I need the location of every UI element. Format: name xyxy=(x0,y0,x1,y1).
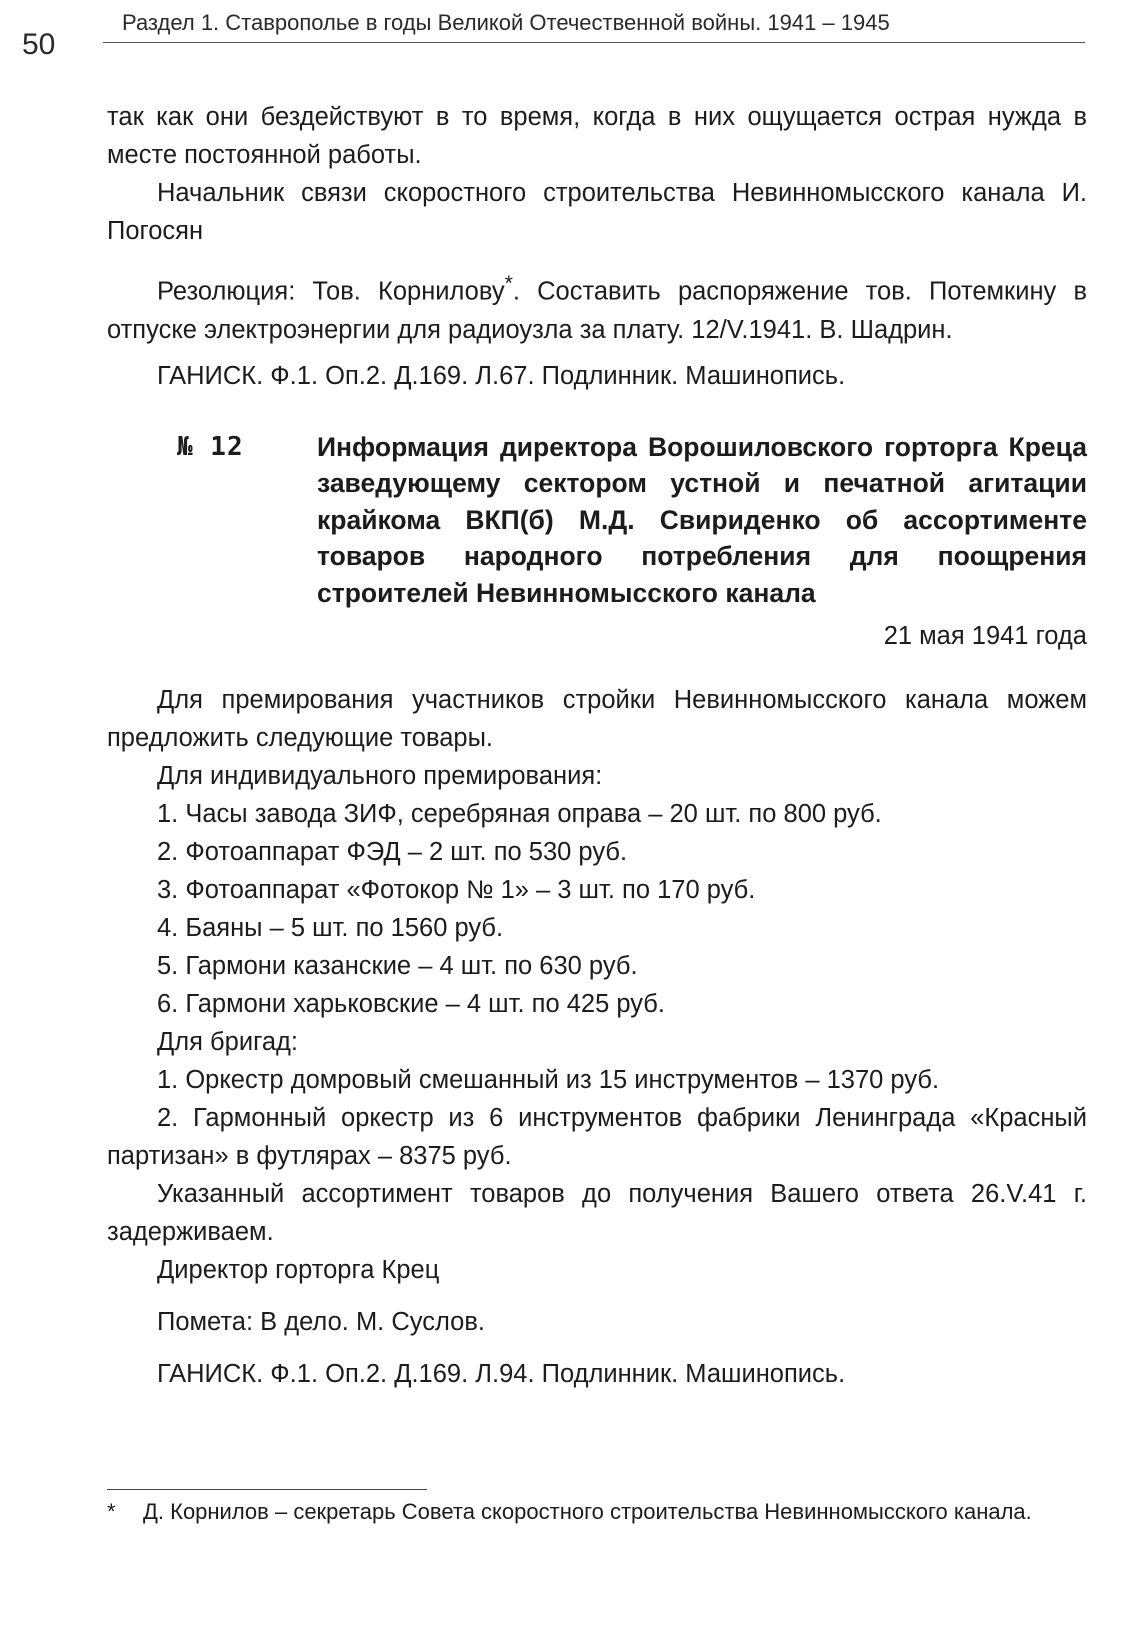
list-item: 6. Гармони харьковские – 4 шт. по 425 руб. xyxy=(157,990,665,1018)
brigade-heading: Для бригад: xyxy=(157,1028,298,1056)
prev-doc-resolution xyxy=(107,264,1087,349)
document-note: Помета: В дело. М. Суслов. xyxy=(157,1308,485,1336)
document-archive-reference: ГАНИСК. Ф.1. Оп.2. Д.169. Л.94. Подлинник. Машинопись. xyxy=(157,1360,846,1388)
running-head: Раздел 1. Ставрополье в годы Великой Отечественной войны. 1941 – 1945 xyxy=(122,10,890,35)
footnote-reference: * xyxy=(504,271,513,295)
document-date: 21 мая 1941 года xyxy=(883,622,1087,650)
list-item: 1. Оркестр домровый смешанный из 15 инструментов – 1370 руб. xyxy=(157,1066,940,1094)
footnote-rule xyxy=(107,1489,427,1490)
document-signature: Директор горторга Крец xyxy=(157,1256,440,1284)
list-item: 4. Баяны – 5 шт. по 1560 руб. xyxy=(157,914,504,942)
footnote xyxy=(107,1496,1087,1527)
hold-paragraph: Указанный ассортимент товаров до получения Вашего ответа 26.V.41 г. задерживаем. xyxy=(107,1180,1087,1246)
individual-heading: Для индивидуального премирования: xyxy=(157,762,603,790)
prev-doc-signature: Начальник связи скоростного строительства Невинномысского канала И. Погосян xyxy=(107,179,1087,245)
list-item: 2. Фотоаппарат ФЭД – 2 шт. по 530 руб. xyxy=(157,838,628,866)
document-title: Информация директора Ворошиловского горторга Креца заведующему сектором устной и печатной агитации крайкома ВКП(б) М.Д. Свириденко об ассортименте товаров народного потребления для поощрения строителей Невинномысского канала xyxy=(317,431,1087,608)
list-item: 3. Фотоаппарат «Фотокор № 1» – 3 шт. по 170 руб. xyxy=(157,876,756,904)
document-heading xyxy=(107,429,1087,612)
resolution-text-start: Резолюция: Тов. Корнилову xyxy=(157,277,505,306)
intro-paragraph: Для премирования участников стройки Невинномысского канала можем предложить следующие товары. xyxy=(107,686,1087,752)
prev-doc-paragraph: так как они бездействуют в то время, когда в них ощущается острая нужда в месте постоянной работы. xyxy=(107,103,1087,169)
list-item: 5. Гармони казанские – 4 шт. по 630 руб. xyxy=(157,952,638,980)
document-number: № 12 xyxy=(177,431,244,462)
list-item: 2. Гармонный оркестр из 6 инструментов фабрики Ленинграда «Красный партизан» в футлярах – 8375 руб. xyxy=(107,1104,1087,1170)
resolution-text-end: . Составить распоряжение тов. Потемкину в отпуске электроэнергии для радиоузла за плату. 12/V.1941. В. Шадрин. xyxy=(107,277,1087,344)
footnote-text: Д. Корнилов – секретарь Совета скоростного строительства Невинномысского канала. xyxy=(143,1499,1032,1524)
header-rule xyxy=(103,42,1085,43)
page-number: 50 xyxy=(22,28,56,61)
footnote-mark: * xyxy=(107,1499,116,1524)
list-item: 1. Часы завода ЗИФ, серебряная оправа – 20 шт. по 800 руб. xyxy=(157,800,882,828)
page-body xyxy=(107,98,1087,1393)
prev-doc-archive-reference: ГАНИСК. Ф.1. Оп.2. Д.169. Л.67. Подлинник. Машинопись. xyxy=(157,361,846,390)
